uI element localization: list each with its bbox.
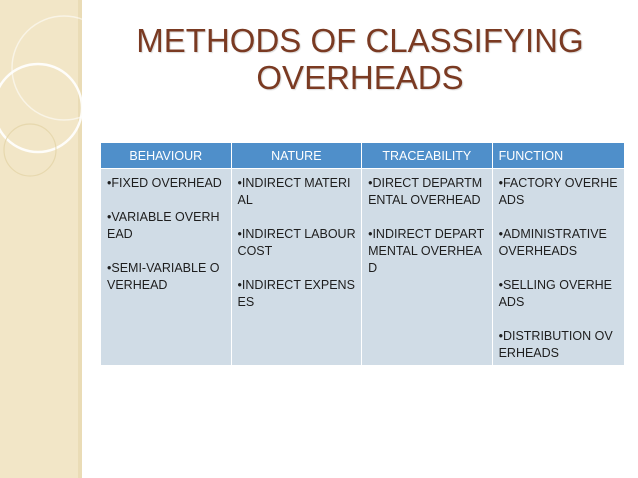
list-item: •SEMI-VARIABLE OVERHEAD (107, 261, 220, 292)
header-behaviour: BEHAVIOUR (101, 143, 231, 169)
slide-title-line-2: OVERHEADS (256, 59, 464, 96)
list-item: •DISTRIBUTION OVERHEADS (498, 329, 613, 360)
list-item: •INDIRECT EXPENSES (237, 278, 355, 309)
table-header-row (101, 143, 624, 169)
list-item: •FIXED OVERHEAD (107, 176, 222, 190)
list-item: •FACTORY OVERHEADS (498, 176, 618, 207)
list-item: •VARIABLE OVERHEAD (107, 210, 220, 241)
header-nature: NATURE (231, 143, 362, 169)
slide-title (100, 22, 620, 96)
slide-title-line-1: METHODS OF CLASSIFYING (136, 22, 584, 59)
list-item: •SELLING OVERHEADS (498, 278, 613, 309)
cell-traceability (362, 169, 493, 366)
header-function: FUNCTION (492, 143, 624, 169)
list-item: •INDIRECT MATERIAL (237, 176, 351, 207)
table-row (101, 169, 624, 366)
list-item: •ADMINISTRATIVE OVERHEADS (498, 227, 607, 258)
list-item: •DIRECT DEPARTMENTAL OVERHEAD (368, 176, 483, 207)
list-item: •INDIRECT LABOUR COST (237, 227, 356, 258)
overhead-classification-table (101, 143, 624, 365)
list-item: •INDIRECT DEPARTMENTAL OVERHEAD (368, 227, 485, 275)
header-traceability: TRACEABILITY (362, 143, 493, 169)
cell-behaviour (101, 169, 231, 366)
cell-nature (231, 169, 362, 366)
cell-function (492, 169, 624, 366)
